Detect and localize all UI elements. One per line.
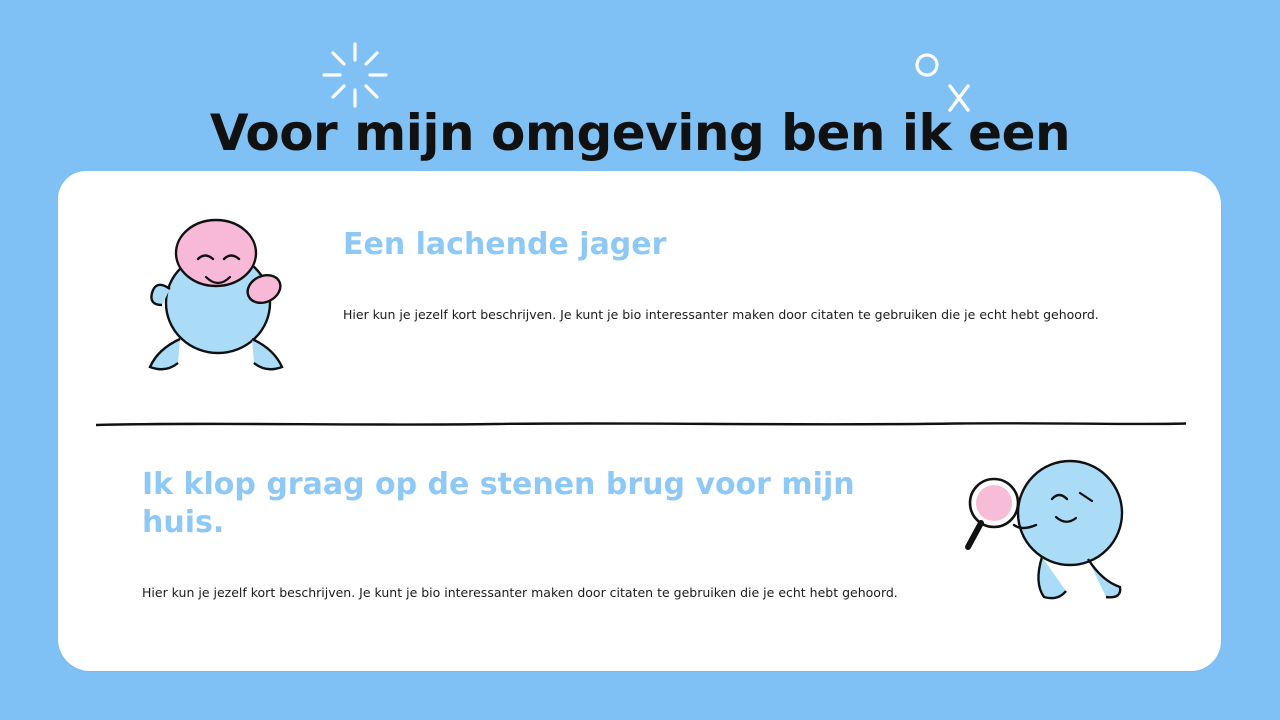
top-text-block — [343, 226, 1163, 324]
top-body-text: Hier kun je jezelf kort beschrijven. Je kunt je bio interessanter maken door citaten te gebruiken die je echt hebt gehoord. — [343, 307, 1099, 322]
top-heading: Een lachende jager — [343, 227, 667, 262]
frog-character-illustration — [140, 211, 300, 391]
bottom-heading: Ik klop graag op de stenen brug voor mijn huis. — [142, 467, 855, 540]
hand-drawn-divider — [96, 421, 1186, 427]
top-section — [58, 171, 1221, 421]
page-title: Voor mijn omgeving ben ik een — [209, 103, 1071, 162]
detective-character-illustration — [948, 451, 1158, 611]
bottom-body-text: Hier kun je jezelf kort beschrijven. Je kunt je bio interessanter maken door citaten te gebruiken die je echt hebt gehoord. — [142, 585, 898, 600]
bottom-text-block — [142, 466, 932, 602]
content-card — [58, 171, 1221, 671]
